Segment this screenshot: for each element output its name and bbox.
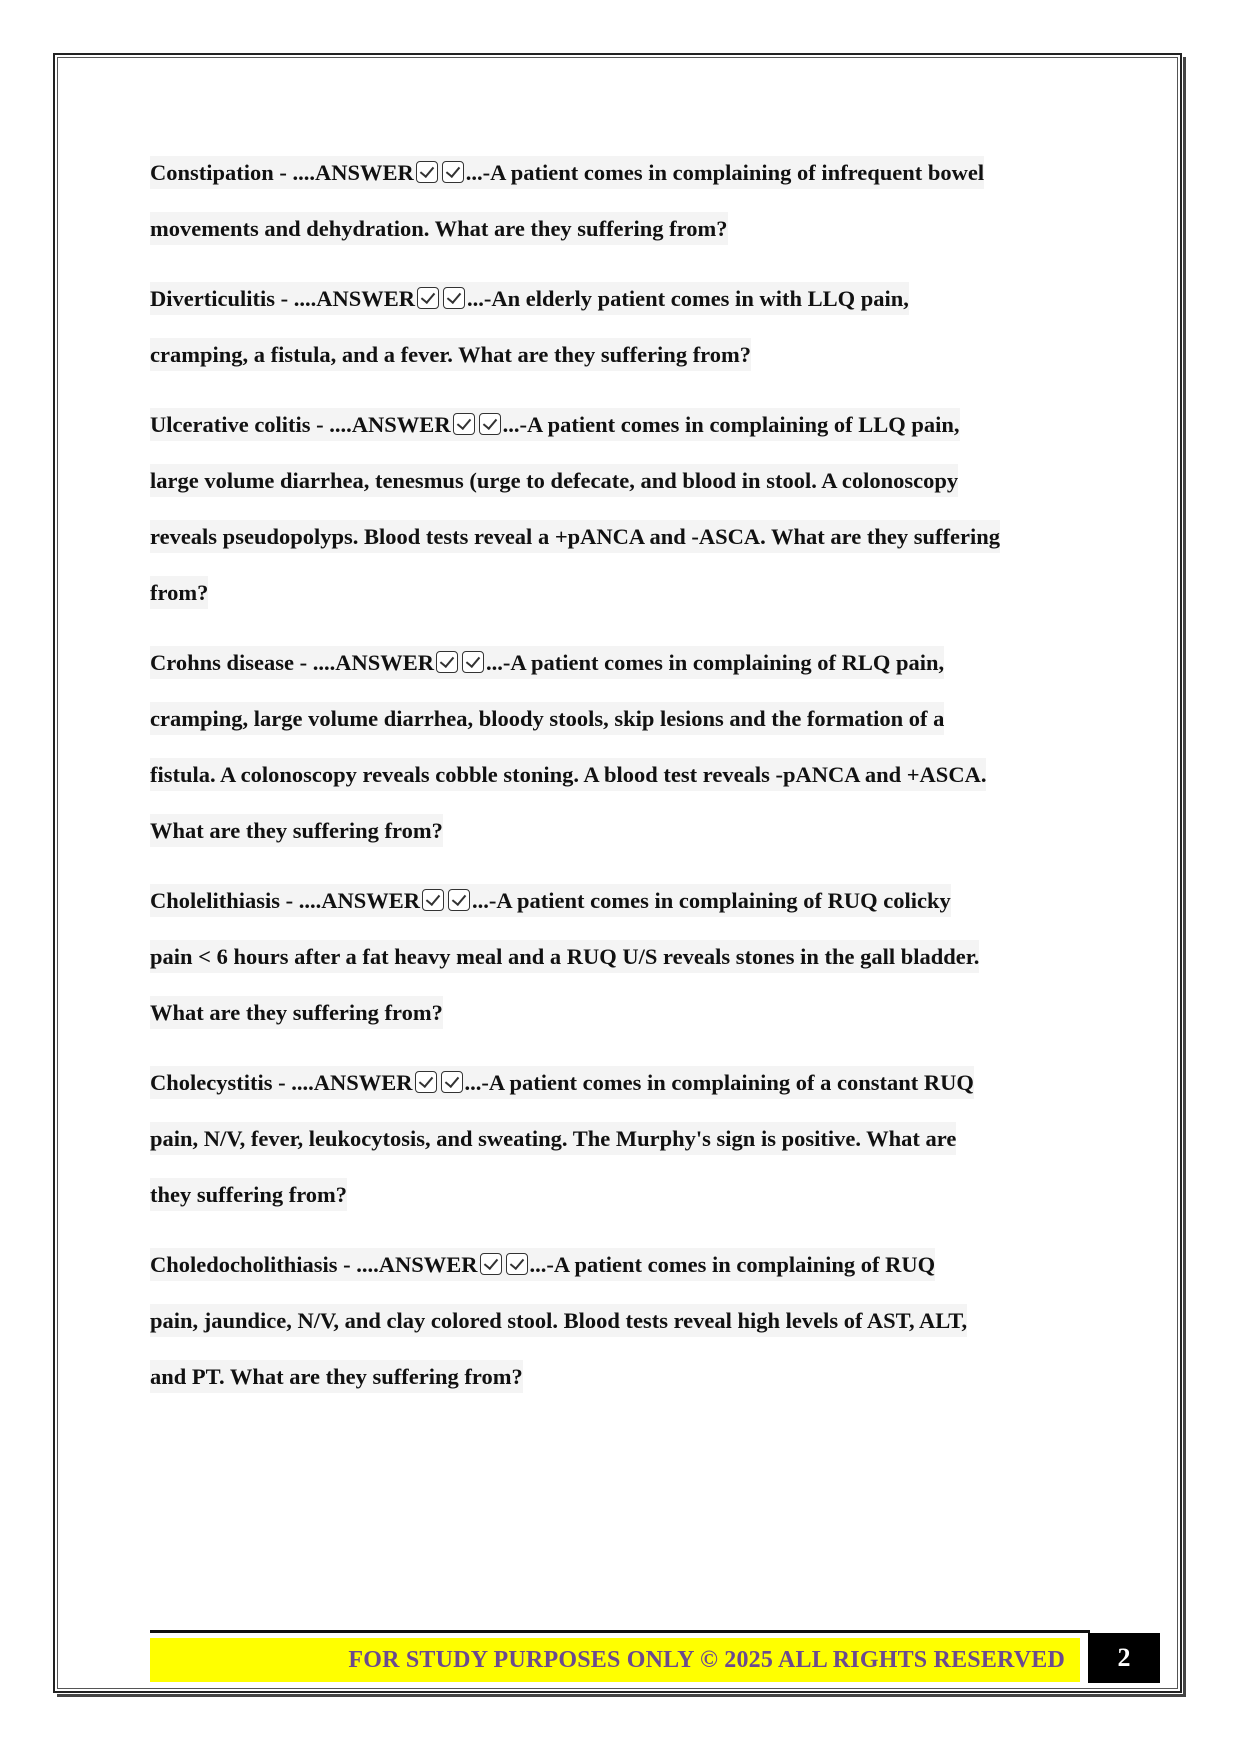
question-text: cramping, large volume diarrhea, bloody stools, skip lesions and the formation of a [150,702,944,735]
question-text: What are they suffering from? [150,814,443,847]
qa-entry-choledocholithiasis [150,1237,1100,1405]
answer-term: Diverticulitis - ....ANSWER [150,286,415,311]
question-text: ...-A patient comes in complaining of infrequent bowel [465,160,985,185]
question-text: pain, N/V, fever, leukocytosis, and sweating. The Murphy's sign is positive. What are [150,1122,956,1155]
checkbox-check-icon [479,413,501,435]
checkbox-check-icon [415,1071,437,1093]
question-text: they suffering from? [150,1178,347,1211]
question-text: ...-An elderly patient comes in with LLQ pain, [466,286,909,311]
question-text: large volume diarrhea, tenesmus (urge to defecate, and blood in stool. A colonoscopy [150,464,958,497]
question-text: What are they suffering from? [150,996,443,1029]
footer-rule [150,1630,1090,1633]
checkbox-check-icon [422,889,444,911]
question-text: ...-A patient comes in complaining of RUQ colicky [472,888,951,913]
qa-entry-cholecystitis [150,1055,1100,1223]
checkbox-check-icon [436,651,458,673]
qa-entry-cholelithiasis [150,873,1100,1041]
answer-term: Ulcerative colitis - ....ANSWER [150,412,451,437]
qa-entry-constipation [150,145,1100,257]
question-text: and PT. What are they suffering from? [150,1360,523,1393]
question-text: from? [150,576,208,609]
question-text: ...-A patient comes in complaining of a constant RUQ [464,1070,974,1095]
checkbox-check-icon [443,287,465,309]
qa-entry-crohns-disease [150,635,1100,859]
question-text: pain < 6 hours after a fat heavy meal and a RUQ U/S reveals stones in the gall bladder. [150,940,979,973]
footer-copyright: FOR STUDY PURPOSES ONLY © 2025 ALL RIGHTS RESERVED [348,1646,1065,1673]
checkbox-check-icon [417,287,439,309]
question-text: ...-A patient comes in complaining of RLQ pain, [486,650,945,675]
checkbox-check-icon [480,1253,502,1275]
question-text: cramping, a fistula, and a fever. What are they suffering from? [150,338,751,371]
question-text: pain, jaundice, N/V, and clay colored stool. Blood tests reveal high levels of AST, ALT, [150,1304,967,1337]
answer-term: Constipation - ....ANSWER [150,160,414,185]
footer-banner [150,1638,1080,1682]
qa-entry-ulcerative-colitis [150,397,1100,621]
question-text: fistula. A colonoscopy reveals cobble stoning. A blood test reveals -pANCA and +ASCA. [150,758,986,791]
checkbox-check-icon [453,413,475,435]
checkbox-check-icon [462,651,484,673]
checkbox-check-icon [441,1071,463,1093]
page-number: 2 [1088,1633,1160,1683]
checkbox-check-icon [448,889,470,911]
checkbox-check-icon [506,1253,528,1275]
checkbox-check-icon [442,161,464,183]
answer-term: Crohns disease - ....ANSWER [150,650,434,675]
answer-term: Choledocholithiasis - ....ANSWER [150,1252,478,1277]
answer-term: Cholecystitis - ....ANSWER [150,1070,413,1095]
question-text: reveals pseudopolyps. Blood tests reveal a +pANCA and -ASCA. What are they suffering [150,520,1000,553]
checkbox-check-icon [416,161,438,183]
question-text: ...-A patient comes in complaining of LLQ pain, [502,412,960,437]
question-text: ...-A patient comes in complaining of RUQ [529,1252,936,1277]
qa-list [150,145,1100,1419]
qa-entry-diverticulitis [150,271,1100,383]
question-text: movements and dehydration. What are they suffering from? [150,212,728,245]
answer-term: Cholelithiasis - ....ANSWER [150,888,421,913]
